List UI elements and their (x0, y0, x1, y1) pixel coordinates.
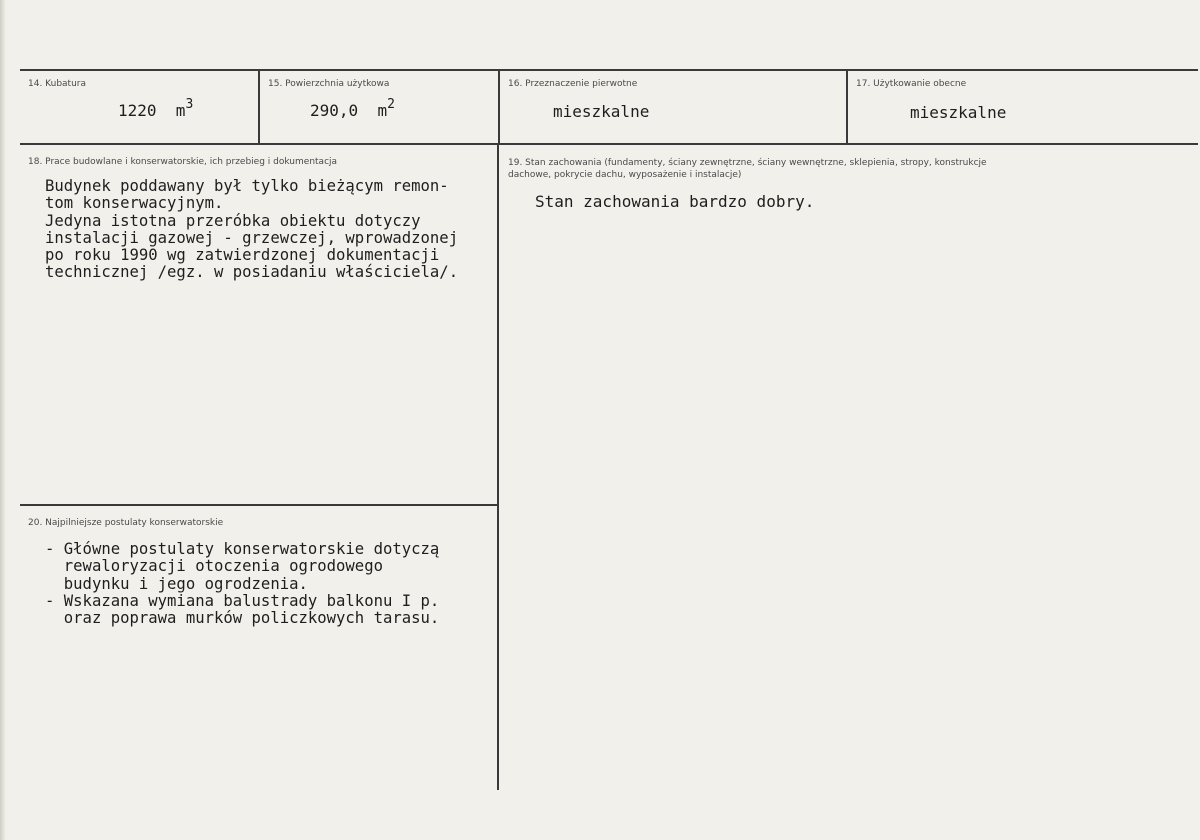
field-16-value: mieszkalne (553, 102, 650, 121)
field-17-label: 17. Użytkowanie obecne (856, 79, 967, 89)
field-18-line: instalacji gazowej - grzewczej, wprowadzonej (45, 228, 459, 247)
area-unit-exponent: 2 (387, 97, 395, 112)
card-edge-shadow (0, 0, 6, 840)
field-20-line: - Wskazana wymiana balustrady balkonu I p. (45, 591, 440, 610)
field-18-line: tom konserwacyjnym. (45, 194, 224, 213)
field-18-line: po roku 1990 wg zatwierdzonej dokumentacji (45, 246, 440, 265)
field-20-text (45, 541, 439, 627)
area-number: 290,0 (310, 101, 359, 120)
divider-15-16 (498, 70, 500, 144)
field-20-line: - Główne postulaty konserwatorskie dotyczą (45, 540, 440, 558)
divider-16-17 (846, 70, 848, 144)
field-15-value (310, 97, 395, 120)
top-rule (20, 69, 1198, 71)
field-16-label: 16. Przeznaczenie pierwotne (508, 79, 638, 89)
field-20-line: budynku i jego ogrodzenia. (45, 574, 308, 593)
field-15-label: 15. Powierzchnia użytkowa (268, 79, 390, 89)
area-unit: m (377, 101, 388, 120)
field-18-text (45, 178, 458, 282)
divider-14-15 (258, 70, 260, 144)
field-19-value: Stan zachowania bardzo dobry. (535, 192, 815, 211)
field-14-value (118, 97, 194, 120)
volume-unit-exponent: 3 (185, 97, 194, 112)
center-divider (497, 144, 499, 790)
field-19-label: 19. Stan zachowania (fundamenty, ściany zewnętrzne, ściany wewnętrzne, sklepienia, stropy, konstrukcje dachowe, pokrycie dachu, wyposażenie i instalacje) (508, 158, 987, 180)
row1-bottom-rule (20, 143, 1198, 145)
field-18-line: Jedyna istotna przeróbka obiektu dotyczy (45, 211, 421, 230)
left-mid-rule (20, 504, 498, 506)
field-20-line: oraz poprawa murków policzkowych tarasu. (45, 609, 440, 628)
field-17-value: mieszkalne (910, 103, 1007, 122)
volume-unit: m (175, 101, 186, 120)
field-14-label: 14. Kubatura (28, 79, 87, 89)
field-18-line: technicznej /egz. w posiadaniu właściciela/. (45, 263, 459, 282)
field-20-label: 20. Najpilniejsze postulaty konserwatorskie (28, 518, 224, 528)
field-20-line: rewaloryzacji otoczenia ogrodowego (45, 557, 383, 576)
field-18-line: Budynek poddawany był tylko bieżącym remon- (45, 177, 449, 195)
field-18-label: 18. Prace budowlane i konserwatorskie, ich przebieg i dokumentacja (28, 157, 338, 167)
volume-number: 1220 (118, 101, 157, 120)
